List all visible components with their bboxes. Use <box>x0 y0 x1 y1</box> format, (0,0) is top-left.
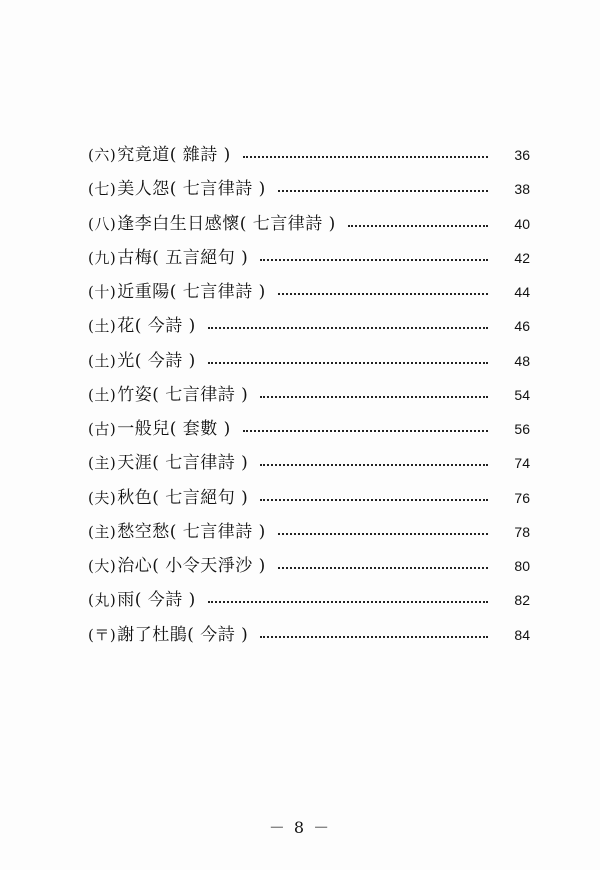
dot-leader <box>260 636 488 638</box>
entry-genre: ( 套數 ) <box>169 419 231 440</box>
dot-leader <box>278 293 488 295</box>
entry-genre: ( 七言律詩 ) <box>152 384 249 405</box>
dot-leader <box>278 190 488 192</box>
entry-number: (六) <box>88 146 117 165</box>
entry-page-number: 46 <box>514 318 530 335</box>
entry-title: 古梅 <box>117 247 153 268</box>
entry-title: 謝了杜鵑 <box>117 624 188 645</box>
dot-leader <box>208 327 488 329</box>
dot-leader <box>278 567 488 569</box>
entry-genre: ( 五言絕句 ) <box>152 247 249 268</box>
entry-title: 治心 <box>117 556 153 577</box>
entry-title: 天涯 <box>117 453 153 474</box>
entry-number: (八) <box>88 214 117 233</box>
entry-page-number: 48 <box>514 352 530 369</box>
entry-number: (主) <box>88 522 117 541</box>
entry-number: (夫) <box>88 488 117 507</box>
entry-page-number: 44 <box>514 284 530 301</box>
entry-title: 愁空愁 <box>117 521 170 542</box>
toc-entry <box>88 618 530 652</box>
entry-genre: ( 今詩 ) <box>134 350 196 371</box>
entry-page-number: 80 <box>514 558 530 575</box>
entry-genre: ( 七言律詩 ) <box>169 179 266 200</box>
entry-number: (丸) <box>88 591 117 610</box>
dot-leader <box>208 362 488 364</box>
dot-leader <box>348 225 488 227</box>
toc-entry <box>88 583 530 617</box>
entry-genre: ( 七言律詩 ) <box>152 453 249 474</box>
entry-page-number: 38 <box>514 181 530 198</box>
entry-number: (〒) <box>88 625 117 644</box>
entry-page-number: 56 <box>514 421 530 438</box>
entry-title: 逢李白生日感懷 <box>117 213 240 234</box>
entry-genre: ( 七言絕句 ) <box>152 487 249 508</box>
entry-page-number: 74 <box>514 455 530 472</box>
dot-leader <box>278 533 488 535</box>
entry-genre: ( 小令天淨沙 ) <box>152 556 266 577</box>
entry-genre: ( 雜詩 ) <box>169 145 231 166</box>
entry-title: 一般兒 <box>117 419 170 440</box>
entry-number: (土) <box>88 351 117 370</box>
toc-entry <box>88 344 530 378</box>
entry-number: (九) <box>88 248 117 267</box>
dot-leader <box>260 499 488 501</box>
page-number: － 8 － <box>268 818 332 837</box>
toc-entry <box>88 275 530 309</box>
entry-genre: ( 今詩 ) <box>134 316 196 337</box>
toc-entry <box>88 207 530 241</box>
entry-page-number: 76 <box>514 489 530 506</box>
dot-leader <box>243 430 488 432</box>
entry-number: (土) <box>88 317 117 336</box>
entry-genre: ( 今詩 ) <box>187 624 249 645</box>
toc-entry <box>88 172 530 206</box>
entry-number: (古) <box>88 420 117 439</box>
entry-page-number: 40 <box>514 215 530 232</box>
entry-title: 秋色 <box>117 487 153 508</box>
toc-entry <box>88 515 530 549</box>
toc-entry <box>88 481 530 515</box>
toc-entry <box>88 549 530 583</box>
entry-page-number: 84 <box>514 626 530 643</box>
dot-leader <box>260 259 488 261</box>
entry-genre: ( 今詩 ) <box>134 590 196 611</box>
dot-leader <box>260 396 488 398</box>
entry-genre: ( 七言律詩 ) <box>239 213 336 234</box>
entry-page-number: 82 <box>514 592 530 609</box>
entry-page-number: 54 <box>514 386 530 403</box>
dot-leader <box>208 601 488 603</box>
entry-page-number: 36 <box>514 147 530 164</box>
entry-number: (七) <box>88 180 117 199</box>
entry-number: (主) <box>88 454 117 473</box>
entry-title: 究竟道 <box>117 145 170 166</box>
toc-entry <box>88 309 530 343</box>
toc-entry <box>88 378 530 412</box>
entry-number: (土) <box>88 385 117 404</box>
entry-title: 竹姿 <box>117 384 153 405</box>
entry-number: (十) <box>88 283 117 302</box>
entry-title: 光 <box>117 350 135 371</box>
table-of-contents <box>88 138 530 652</box>
toc-entry <box>88 446 530 480</box>
entry-title: 近重陽 <box>117 282 170 303</box>
entry-number: (大) <box>88 557 117 576</box>
entry-page-number: 42 <box>514 249 530 266</box>
entry-title: 花 <box>117 316 135 337</box>
entry-title: 雨 <box>117 590 135 611</box>
toc-entry <box>88 412 530 446</box>
toc-entry <box>88 138 530 172</box>
entry-title: 美人怨 <box>117 179 170 200</box>
dot-leader <box>260 464 488 466</box>
toc-entry <box>88 241 530 275</box>
entry-genre: ( 七言律詩 ) <box>169 282 266 303</box>
dot-leader <box>243 156 488 158</box>
entry-genre: ( 七言律詩 ) <box>169 521 266 542</box>
entry-page-number: 78 <box>514 523 530 540</box>
